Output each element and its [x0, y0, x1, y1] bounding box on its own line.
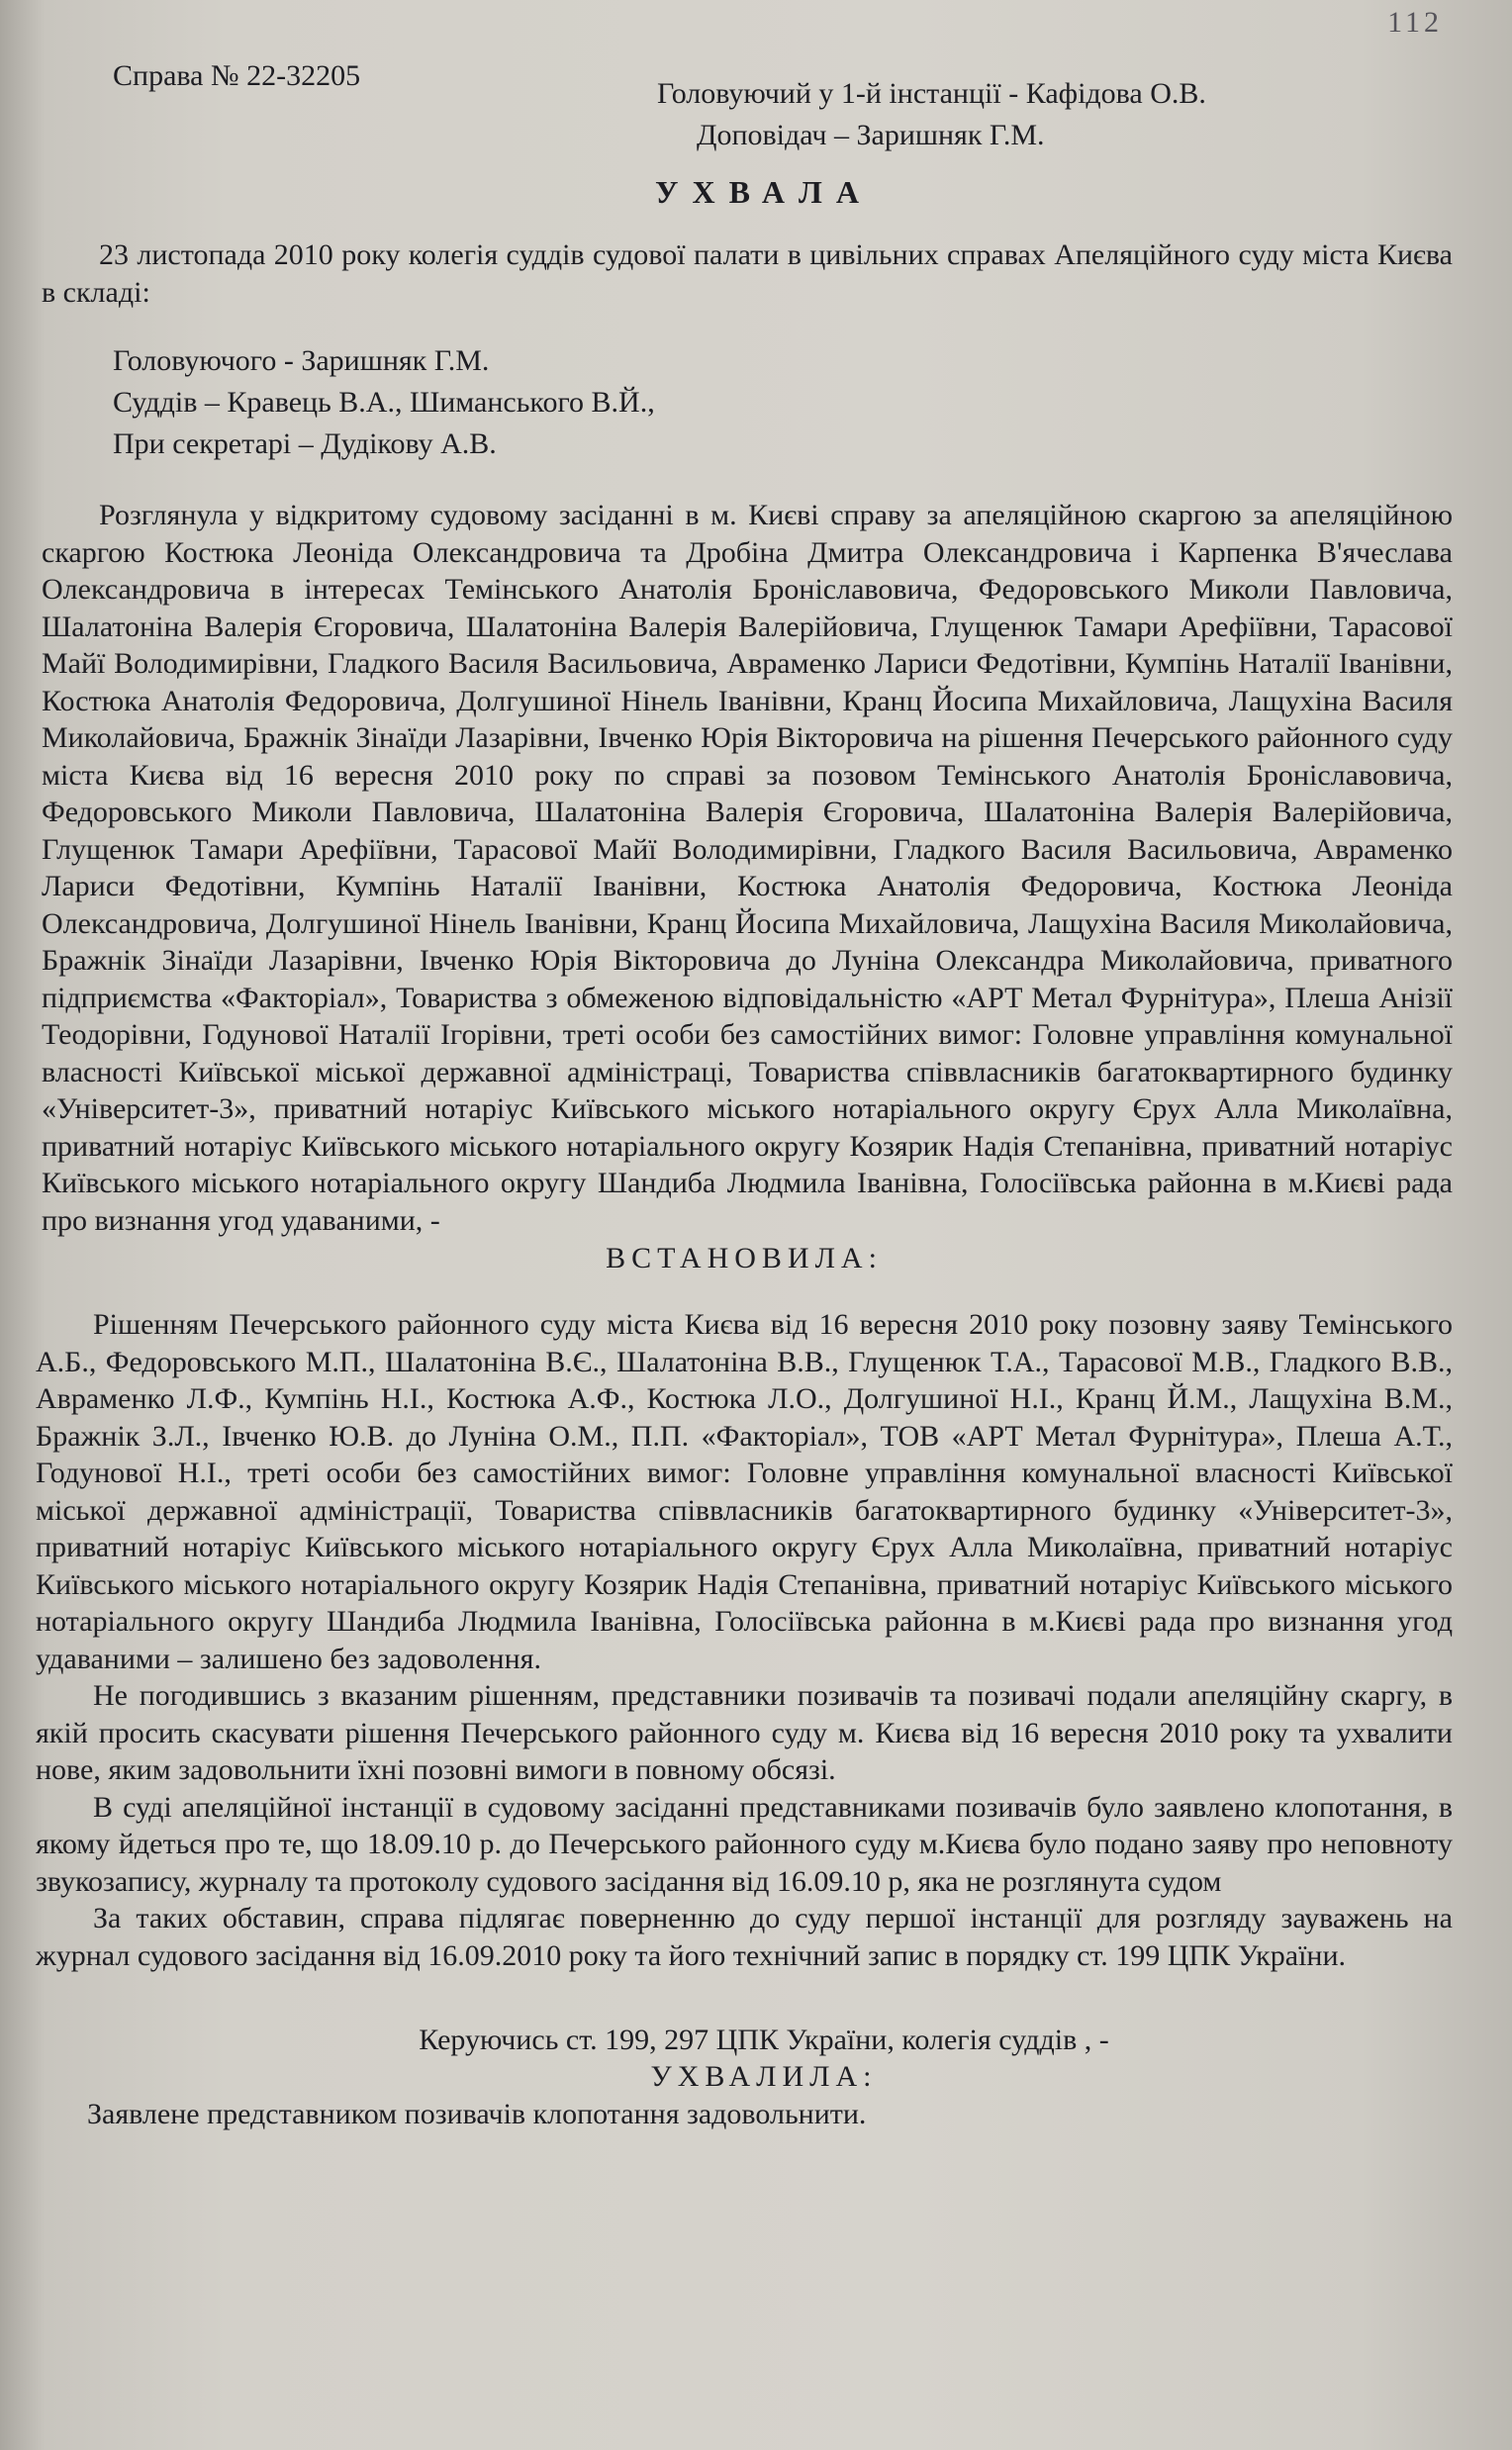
paragraph-circumstances: За таких обставин, справа підлягає поверненню до суду першої інстанції для розгляду зауважень на журнал судового засідання від 16.09.2010 року та його технічний запис в порядку ст. 199 ЦПК України. — [36, 1902, 1453, 1972]
established-body — [36, 1306, 1453, 1974]
intro-paragraph: 23 листопада 2010 року колегія суддів судової палати в цивільних справах Апеляційного суду міста Києва в складі: — [42, 238, 1453, 309]
document-title: УХВАЛА — [655, 174, 873, 210]
paragraph-motion: В суді апеляційної інстанції в судовому засіданні представниками позивачів було заявлено клопотання, в якому йдеться про те, що 18.09.10 р. до Печерського районного суду м.Києва було подано заяву про неповноту звукозапису, журналу та протоколу судового засідання від 16.09.10 р, яка не розглянута судом — [36, 1790, 1453, 1898]
final-order: Заявлене представником позивачів клопотання задовольнити. — [87, 2098, 867, 2130]
judges-header — [657, 73, 1206, 156]
panel-secretary: При секретарі – Дудікову А.В. — [113, 427, 497, 460]
document-header — [36, 47, 1453, 156]
paragraph-appeal: Не погодившись з вказаним рішенням, представники позивачів та позивачі подали апеляційну скаргу, в якій просить скасувати рішення Печерського районного суду м. Києва від 16 вересня 2010 року та ухвалити нове, яким задовольнити їхні позовні вимоги в повному обсязі. — [36, 1679, 1453, 1786]
presiding-first-instance: Головуючий у 1-й інстанції - Кафідова О.В. — [657, 77, 1206, 110]
paragraph-decision: Рішенням Печерського районного суду міста Києва від 16 вересня 2010 року позовну заяву Темінського А.Б., Федоровського М.П., Шалатоніна В.Є., Шалатоніна В.В., Глущенюк Т.А., Тарасової М.В., Гладкого В.В., Авраменко Л.Ф., Кумпінь Н.І., Костюка А.Ф., Костюка Л.О., Долгушиної Н.І., Кранц Й.М., Лащухіна В.М., Бражнік З.Л., Івченко Ю.В. до Луніна О.М., П.П. «Факторіал», ТОВ «АРТ Метал Фурнітура», Плеша А.Т., Годунової Н.І., треті особи без самостійних вимог: Головне управління комунальної власності Київської міської державної адміністрації, Товариства співвласників багатоквартирного будинку «Університет-3», приватний нотаріус Київського міського нотаріального округу Єрух Алла Миколаївна, приватний нотаріус Київського міського нотаріального округу Козярик Надія Степанівна, приватний нотаріус Київського міського нотаріального округу Шандиба Людмила Іванівна, Голосіївська районна в м.Києві рада про визнання угод удаваними – залишено без задоволення. — [36, 1308, 1453, 1675]
panel-judges: Суддів – Кравець В.А., Шиманського В.Й., — [113, 386, 655, 419]
court-panel — [36, 340, 1453, 465]
panel-presiding: Головуючого - Заришняк Г.М. — [113, 344, 490, 377]
guided-by-line: Керуючись ст. 199, 297 ЦПК України, колегія суддів , - — [419, 2024, 1109, 2056]
established-heading: ВСТАНОВИЛА: — [606, 1242, 883, 1274]
case-number: Справа № 22-32205 — [113, 59, 361, 92]
rapporteur: Доповідач – Заришняк Г.М. — [697, 119, 1045, 151]
considered-paragraph: Розглянула у відкритому судовому засіданні в м. Києві справу за апеляційною скаргою за апеляційною скаргою Костюка Леоніда Олександровича та Дробіна Дмитра Олександровича і Карпенка В'ячеслава Олександровича в інтересах Темінського Анатолія Броніславовича, Федоровського Миколи Павловича, Шалатоніна Валерія Єгоровича, Шалатоніна Валерія Валерійовича, Глущенюк Тамари Арефіївни, Тарасової Майї Володимирівни, Гладкого Василя Васильовича, Авраменко Лариси Федотівни, Кумпінь Наталії Іванівни, Костюка Анатолія Федоровича, Долгушиної Нінель Іванівни, Кранц Йосипа Михайловича, Лащухіна Василя Миколайовича, Бражнік Зінаїди Лазарівни, Івченко Юрія Вікторовича на рішення Печерського районного суду міста Києва від 16 вересня 2010 року по справі за позовом Темінського Анатолія Броніславовича, Федоровського Миколи Павловича, Шалатоніна Валерія Єгоровича, Шалатоніна Валерія Валерійовича, Глущенюк Тамари Арефіївни, Тарасової Майї Володимирівни, Гладкого Василя Васильовича, Авраменко Лариси Федотівни, Кумпінь Наталії Іванівни, Костюка Анатолія Федоровича, Костюка Леоніда Олександровича, Долгушиної Нінель Іванівни, Кранц Йосипа Михайловича, Лащухіна Василя Миколайовича, Бражнік Зінаїди Лазарівни, Івченко Юрія Вікторовича до Луніна Олександра Миколайовича, приватного підприємства «Факторіал», Товариства з обмеженою відповідальністю «АРТ Метал Фурнітура», Плеша Анізії Теодорівни, Годунової Наталії Ігорівни, треті особи без самостійних вимог: Головне управління комунальної власності Київської міської державної адміністраці, Товариства співвласників багатоквартирного будинку «Університет-3», приватний нотаріус Київського міського нотаріального округу Єрух Алла Миколаївна, приватний нотаріус Київського міського нотаріального округу Козярик Надія Степанівна, приватний нотаріус Київського міського нотаріального округу Шандиба Людмила Іванівна, Голосіївська районна в м.Києві рада про визнання угод удаваними, - — [42, 499, 1453, 1237]
page-number-mark: 112 — [1387, 6, 1443, 39]
resolved-heading: УХВАЛИЛА: — [650, 2060, 878, 2093]
